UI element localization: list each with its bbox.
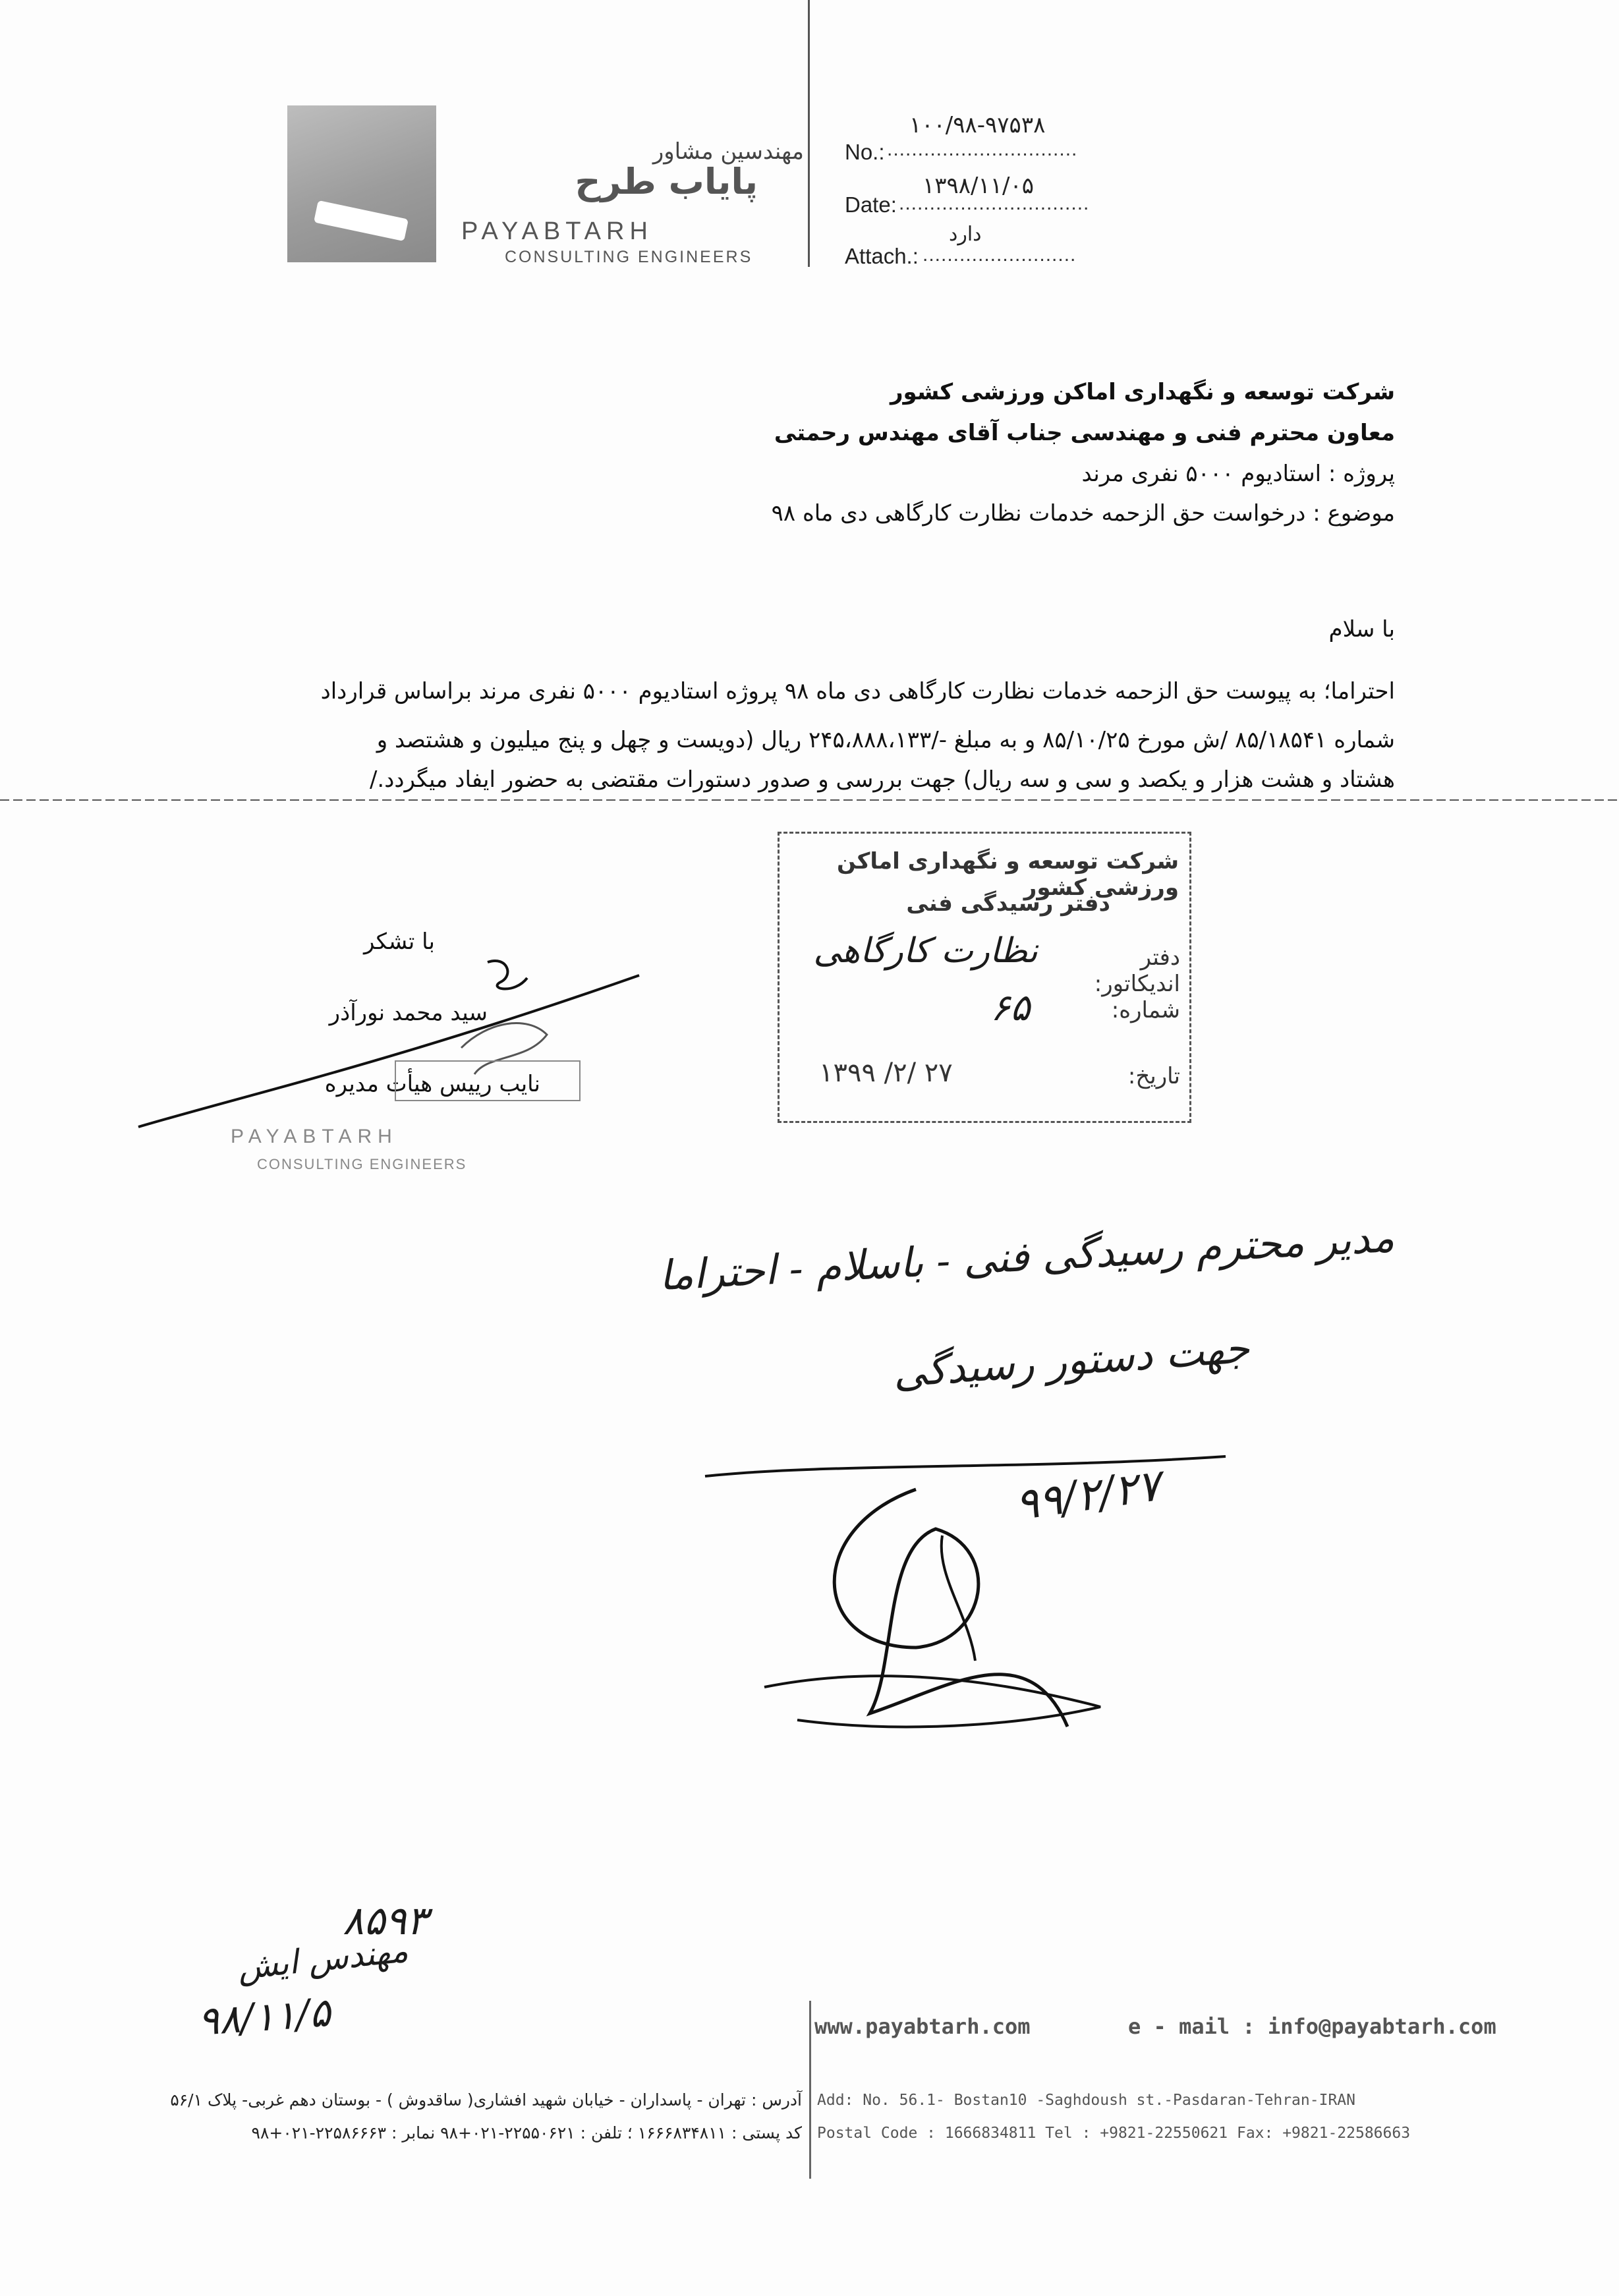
letter-number-label: No.:	[845, 140, 885, 164]
company-logo-mark	[287, 105, 436, 262]
scan-fold-line	[0, 799, 1619, 801]
stamp-office-name: دفتر رسیدگی فنی	[906, 890, 1110, 917]
body-paragraph-line1: احتراما؛ به پیوست حق الزحمه خدمات نظارت کارگاهی دی ماه ۹۸ پروژه استادیوم ۵۰۰۰ نفری مرند براساس قرارداد	[320, 678, 1395, 704]
letter-attach-label: Attach.:	[845, 244, 919, 268]
handwritten-note-line2: جهت دستور رسیدگی	[891, 1323, 1251, 1397]
stamp-number-value: ۶۵	[990, 987, 1031, 1029]
brand-tagline-english: CONSULTING ENGINEERS	[505, 248, 753, 266]
header-divider	[808, 0, 810, 267]
stamp-indicator-label: دفتر اندیکاتور:	[1094, 944, 1180, 997]
letter-attach-value: دارد	[949, 223, 982, 246]
ghost-stamp-brand: PAYABTARH	[231, 1126, 398, 1147]
footer-divider	[809, 2001, 811, 2179]
handwritten-note-line1: مدیر محترم رسیدگی فنی - باسلام - احتراما	[658, 1213, 1396, 1300]
letter-date-value: ۱۳۹۸/۱۱/۰۵	[923, 173, 1035, 199]
subject-line: موضوع : درخواست حق الزحمه خدمات نظارت کارگاهی دی ماه ۹۸	[771, 500, 1395, 527]
handwritten-note-date: ۹۹/۲/۲۷	[1011, 1459, 1164, 1531]
bottom-note-date: ۹۸/۱۱/۵	[196, 1990, 332, 2045]
ghost-stamp-tagline: CONSULTING ENGINEERS	[257, 1156, 467, 1172]
letter-number-value: ۱۰۰/۹۸-۹۷۵۳۸	[909, 112, 1046, 138]
stamp-indicator-value: نظارت کارگاهی	[813, 931, 1038, 971]
footer-website[interactable]: www.payabtarh.com	[814, 2014, 1031, 2039]
stamp-org-name: شرکت توسعه و نگهداری اماکن ورزشی کشور	[836, 848, 1179, 901]
recipient-company: شرکت توسعه و نگهداری اماکن ورزشی کشور	[890, 379, 1395, 405]
closing-thanks: با تشکر	[364, 929, 435, 955]
footer-contact-persian: کد پستی : ۱۶۶۶۸۳۴۸۱۱ ؛ تلفن : ۲۲۵۵۰۶۲۱-۰۲۱+۹۸ نمابر : ۲۲۵۸۶۶۶۳-۰۲۱+۹۸	[251, 2123, 802, 2142]
letter-date-dots: ...............................	[899, 192, 1090, 214]
signer-title: نایب رییس هیأت مدیره	[324, 1071, 540, 1097]
footer-email[interactable]: e - mail : info@payabtarh.com	[1128, 2014, 1496, 2039]
letter-attach-dots: .........................	[923, 244, 1077, 266]
bottom-note-number: ۸۵۹۳	[343, 1898, 428, 1944]
stamp-date-label: تاریخ:	[1127, 1063, 1180, 1089]
body-paragraph-line3: هشتاد و هشت هزار و یکصد و سی و سه ریال) جهت بررسی و صدور دستورات مقتضی به حضور ایفاد میگردد./	[369, 766, 1395, 793]
signer-name: سید محمد نورآذر	[329, 1000, 488, 1026]
recipient-person: معاون محترم فنی و مهندسی جناب آقای مهندس رحمتی	[774, 420, 1395, 446]
brand-name-persian-line2: پایاب طرح	[575, 161, 758, 202]
letter-date-label: Date:	[845, 192, 897, 217]
bottom-note-name: مهندس ایش	[235, 1931, 410, 1988]
brand-name-persian-line1: مهندسین مشاور	[652, 138, 804, 165]
stamp-date-value: ۱۳۹۹ /۲/ ۲۷	[819, 1058, 953, 1088]
footer-address-english: Add: No. 56.1- Bostan10 -Saghdoush st.-Pasdaran-Tehran-IRAN	[817, 2092, 1355, 2109]
receipt-stamp	[778, 832, 1191, 1123]
stamp-number-label: شماره:	[1111, 997, 1180, 1023]
greeting: با سلام	[1328, 616, 1395, 643]
manager-signature	[698, 1450, 1239, 1753]
project-line: پروژه : استادیوم ۵۰۰۰ نفری مرند	[1081, 461, 1395, 487]
signature-graphic	[119, 949, 659, 1186]
body-paragraph-line2: شماره ۸۵/۱۸۵۴۱ /ش مورخ ۸۵/۱۰/۲۵ و به مبلغ -/۲۴۵،۸۸۸،۱۳۳ ریال (دویست و چهل و پنج میلیون و هشتصد و	[376, 727, 1395, 753]
letter-number-dots: ...............................	[887, 138, 1078, 160]
footer-contact-english: Postal Code : 1666834811 Tel : +9821-22550621 Fax: +9821-22586663	[817, 2125, 1411, 2142]
footer-address-persian: آدرس : تهران - پاسداران - خیابان شهید افشاری( ساقدوش ) - بوستان دهم غربی- پلاک ۵۶/۱	[170, 2090, 802, 2109]
brand-name-english: PAYABTARH	[461, 217, 653, 245]
